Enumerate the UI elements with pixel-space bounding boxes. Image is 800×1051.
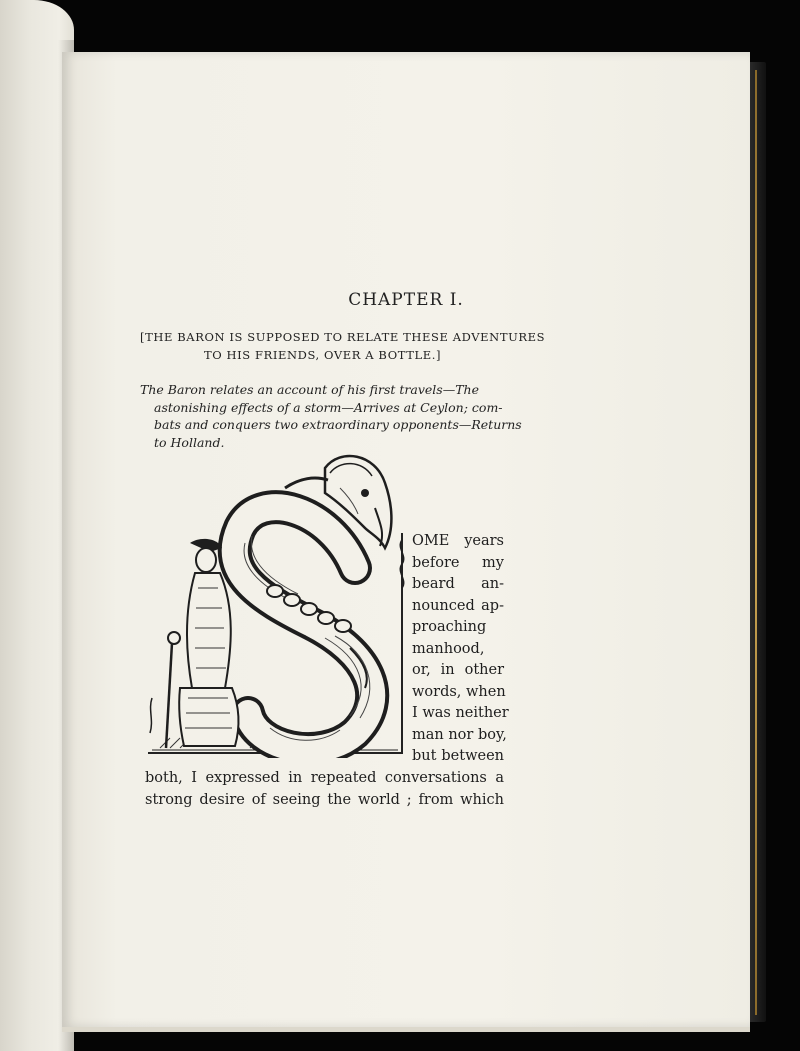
chapter-subheading: [140, 328, 546, 364]
text-line: strong desire of seeing the world ; from which: [145, 792, 504, 808]
text-line: nounced ap-: [412, 597, 504, 614]
gilt-edge: [755, 70, 757, 1015]
text-line: proaching: [412, 619, 487, 635]
text-line: or, in other: [412, 662, 504, 678]
text-line: before my: [412, 554, 504, 571]
text-line: beard an-: [412, 576, 504, 592]
text-line: words, when: [412, 683, 506, 700]
subhead-line: [THE BARON IS SUPPOSED TO RELATE THESE ADVENTURES: [140, 330, 546, 344]
synopsis-line: bats and conquers two extraordinary opponents—Returns: [154, 417, 522, 432]
decorated-initial-s-icon: [140, 448, 412, 758]
text-line: I was neither: [412, 705, 509, 721]
body-text-beside-initial: [412, 531, 509, 768]
text-line: but between: [412, 748, 504, 764]
chapter-title: CHAPTER I.: [348, 290, 464, 310]
text-line: OME years: [412, 533, 504, 549]
subhead-line: TO HIS FRIENDS, OVER A BOTTLE.]: [203, 348, 442, 362]
text-line: manhood,: [412, 640, 485, 657]
text-line: both, I expressed in repeated conversations a: [145, 770, 504, 786]
chapter-synopsis: [140, 381, 522, 451]
text-line: man nor boy,: [412, 726, 507, 743]
body-text-full-width: [145, 767, 504, 811]
synopsis-line: astonishing effects of a storm—Arrives at Ceylon; com-: [154, 399, 503, 415]
synopsis-line: The Baron relates an account of his first travels—The: [140, 382, 480, 397]
synopsis-line: to Holland.: [154, 434, 225, 450]
